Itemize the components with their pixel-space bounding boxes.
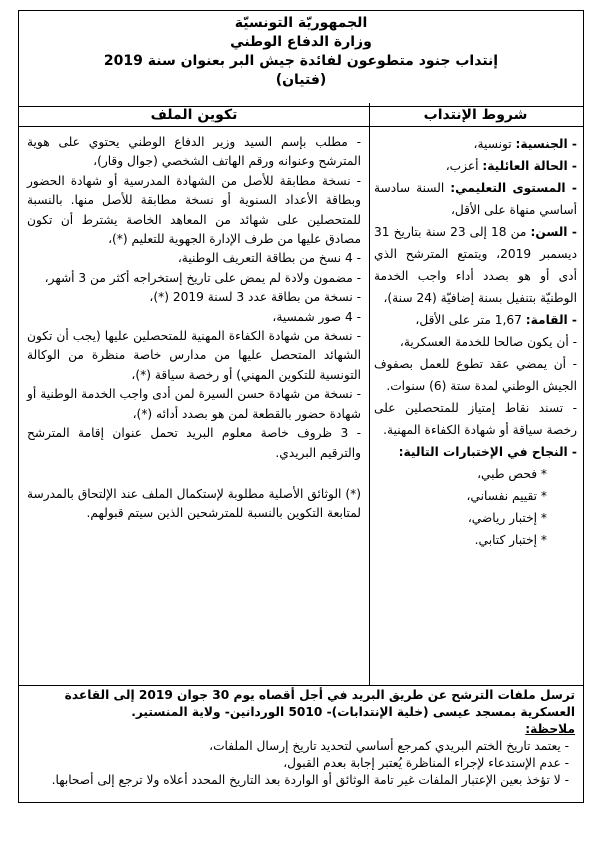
document-header [19,11,583,107]
condition-label: - الحالة العائلية: [482,159,577,173]
notes-label: ملاحظة: [525,722,575,736]
condition-fitness: - أن يكون صالحا للخدمة العسكرية، [399,335,577,349]
file-column-title: تكوين الملف [19,103,369,127]
file-list [27,133,361,524]
condition-family [374,155,577,177]
column-divider [369,103,370,685]
file-item: - 4 نسخ من بطاقة التعريف الوطنية، [177,251,361,266]
condition-value: من 18 إلى 23 سنة بتاريخ 31 ديسمبر 2019، ويتمتع المترشح الذي أدى أو هو بصدد أداء واجب الخدمة الوطنيّة بتنفيل بسنة إضافيّة (24 سنة)، [374,225,577,305]
condition-education [374,177,577,221]
file-item: - نسخة من شهادة حسن السيرة لمن أدى واجب الخدمة الوطنية أو شهادة حضور بالقطعة لمن هو بصدد أدائه (*)، [27,387,361,421]
condition-label: - السن: [530,225,577,239]
file-note: (*) الوثائق الأصلية مطلوبة لإستكمال الملف عند الإلتحاق بالمدرسة لمتابعة التكوين بالنسبة للمترشحين الذين سيتم قبولهم. [27,486,361,521]
test-item: * فحص طبي، [477,467,547,481]
file-item: - نسخة مطابقة للأصل من الشهادة المدرسية أو شهادة الحضور وبطاقة الأعداد السنوية أو نسخة مطابقة للأصل منها. بالنسبة للمتحصلين على شهائد من المعاهد الخاصة يشترط أن تكون مصادق عليها من طرف الإدارة الجهوية للتعليم (*)، [27,173,361,247]
conditions-list [374,133,577,551]
note-item: - عدم الإستدعاء لإجراء المناظرة يُعتبر إجابة بعدم القبول، [283,756,569,770]
test-item: * إختبار كتابي. [474,533,547,547]
condition-height [374,309,577,331]
condition-value: السنة سادسة أساسي منهاة على الأقل، [374,181,577,217]
condition-age [374,221,577,309]
file-item: - 3 ظروف خاصة معلوم البريد تحمل عنوان إقامة المترشح والترقيم البريدي. [27,426,361,460]
condition-nationality [374,133,577,155]
note-item: - لا تؤخذ بعين الإعتبار الملفات غير تامة الوثائق أو الواردة بعد التاريخ المحدد أعلاه ولا ترجع إلى أصحابها. [51,773,569,787]
condition-label: - القامة: [525,313,577,327]
file-item: - مضمون ولادة لم يمض على تاريخ إستخراجه أكثر من 3 أشهر، [44,270,361,285]
header-republic: الجمهوريّة التونسيّة [234,15,368,31]
header-ministry: وزارة الدفاع الوطني [230,34,372,50]
condition-label: - المستوى التعليمي: [450,181,577,195]
table-bottom-divider [19,685,583,686]
file-item: - 4 صور شمسية، [272,309,361,324]
condition-points: - تسند نقاط إمتياز للمتحصلين على رخصة سياقة أو شهادة الكفاءة المهنية. [374,401,577,437]
file-item: - مطلب بإسم السيد وزير الدفاع الوطني يحتوي على هوية المترشح وعنوانه ورقم الهاتف الشخصي (جوال وقار)، [27,135,361,169]
test-item: * إختبار رياضي، [467,511,547,525]
note-item: - يعتمد تاريخ الختم البريدي كمرجع أساسي لتحديد تاريخ إرسال الملفات، [209,739,569,753]
submission-footer [27,687,575,789]
condition-value: تونسية، [473,137,516,151]
test-item: * تقييم نفساني، [466,489,547,503]
header-subtitle: (فتيان) [275,72,327,88]
condition-contract: - أن يمضي عقد تطوع للعمل بصفوف الجيش الوطني لمدة ستة (6) سنوات. [374,357,577,393]
header-title: إنتداب جنود متطوعون لفائدة جيش البر بعنوان سنة 2019 [103,53,499,69]
submission-instructions: ترسل ملفات الترشح عن طريق البريد في أجل أقصاه يوم 30 جوان 2019 إلى القاعدة العسكرية بمسجد عيسى (خلية الإنتدابات)- 5010 الوردانين- ولاية المنستير. [64,688,575,719]
file-item: - نسخة من بطاقة عدد 3 لسنة 2019 (*)، [149,290,361,305]
condition-tests-label: - النجاح في الإختبارات التالية: [398,445,577,459]
document-frame [18,10,584,803]
condition-value: أعزب، [445,159,483,173]
file-item: - نسخة من شهادة الكفاءة المهنية للمتحصلين عليها (يجب أن تكون الشهائد المتحصل عليها من مدارس خاصة منظرة من الوكالة التونسية للتكوين المهني) أو رخصة سياقة (*)، [27,329,361,382]
condition-label: - الجنسية: [515,137,577,151]
conditions-column-title: شروط الإنتداب [368,103,583,127]
condition-value: 1,67 متر على الأقل، [415,313,526,327]
